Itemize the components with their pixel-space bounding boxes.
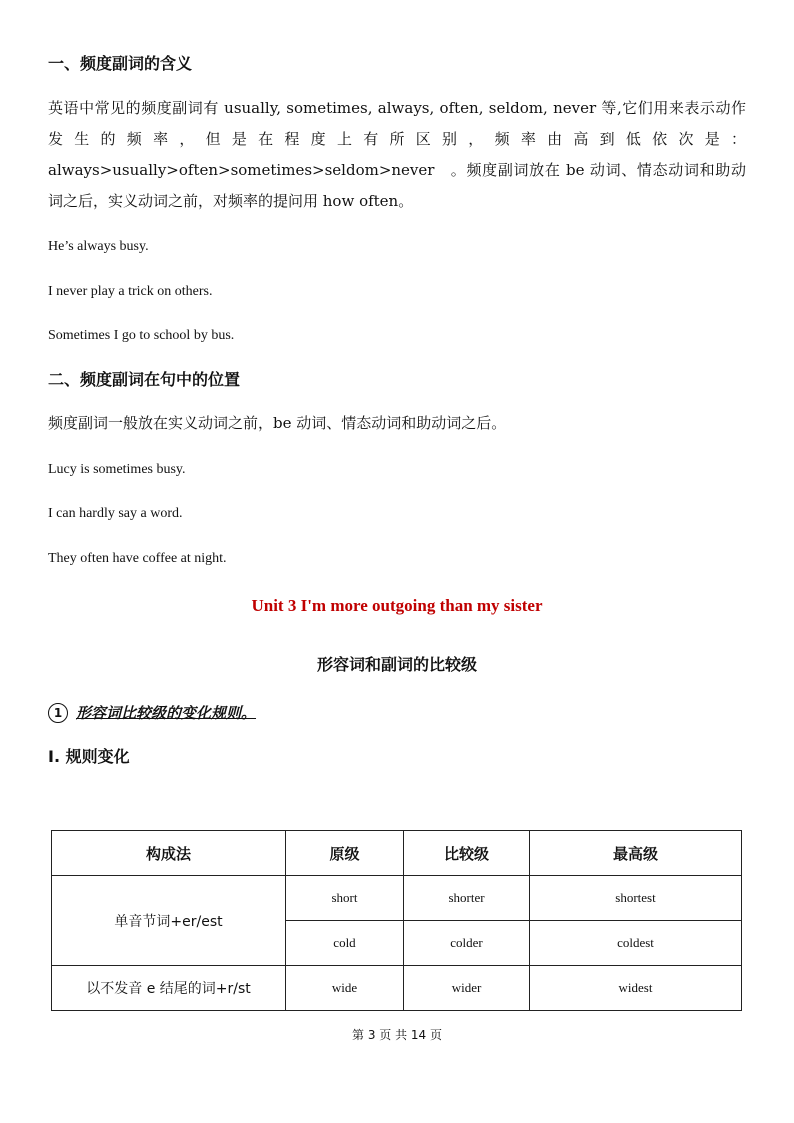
example-sentence: Sometimes I go to school by bus. — [48, 328, 235, 343]
circled-number: 1 — [48, 703, 68, 723]
table-cell: coldest — [530, 921, 742, 966]
table-cell: colder — [404, 921, 530, 966]
unit-title: Unit 3 I'm more outgoing than my sister — [251, 596, 543, 615]
section-paragraph-frequency-meaning: 英语中常见的频度副词有 usually, sometimes, always, often, seldom, never 等,它们用来表示动作发生的频率，但是在程度上有所区别，频率由高到低依次是：always>usually>often>sometimes>seldom>never 。频度副词放在 be 动词、情态动词和助动词之后，实义动词之前，对频率的提问用 how often。 — [48, 99, 746, 210]
table-cell: wide — [286, 966, 404, 1011]
example-sentence: Lucy is sometimes busy. — [48, 462, 186, 477]
section-heading-frequency-meaning: 一、频度副词的含义 — [48, 54, 193, 73]
page-footer: 第 3 页 共 14 页 — [352, 1028, 442, 1042]
comparison-title: 形容词和副词的比较级 — [316, 655, 477, 674]
table-method-cell: 单音节词+er/est — [52, 876, 286, 966]
table-header-cell: 构成法 — [52, 831, 286, 876]
example-sentence: He’s always busy. — [48, 239, 149, 254]
table-header-cell: 原级 — [286, 831, 404, 876]
table-row — [52, 876, 742, 921]
example-sentence: I never play a trick on others. — [48, 284, 213, 299]
table-row — [52, 966, 742, 1011]
table-cell: widest — [530, 966, 742, 1011]
table-cell: wider — [404, 966, 530, 1011]
subheading-regular-changes: I. 规则变化 — [48, 747, 130, 766]
comparison-table — [51, 830, 742, 1011]
table-cell: short — [286, 876, 404, 921]
table-cell: cold — [286, 921, 404, 966]
rule-heading — [48, 702, 256, 723]
table-header-cell: 比较级 — [404, 831, 530, 876]
rule-text: 形容词比较级的变化规则。 — [76, 704, 257, 722]
table-method-cell: 以不发音 e 结尾的词+r/st — [52, 966, 286, 1011]
section-heading-frequency-position: 二、频度副词在句中的位置 — [48, 370, 241, 389]
section-paragraph-frequency-position: 频度副词一般放在实义动词之前，be 动词、情态动词和助动词之后。 — [48, 414, 507, 432]
example-sentence: They often have coffee at night. — [48, 551, 227, 566]
table-cell: shorter — [404, 876, 530, 921]
table-header-row — [52, 831, 742, 876]
table-header-cell: 最高级 — [530, 831, 742, 876]
table-cell: shortest — [530, 876, 742, 921]
example-sentence: I can hardly say a word. — [48, 506, 183, 521]
